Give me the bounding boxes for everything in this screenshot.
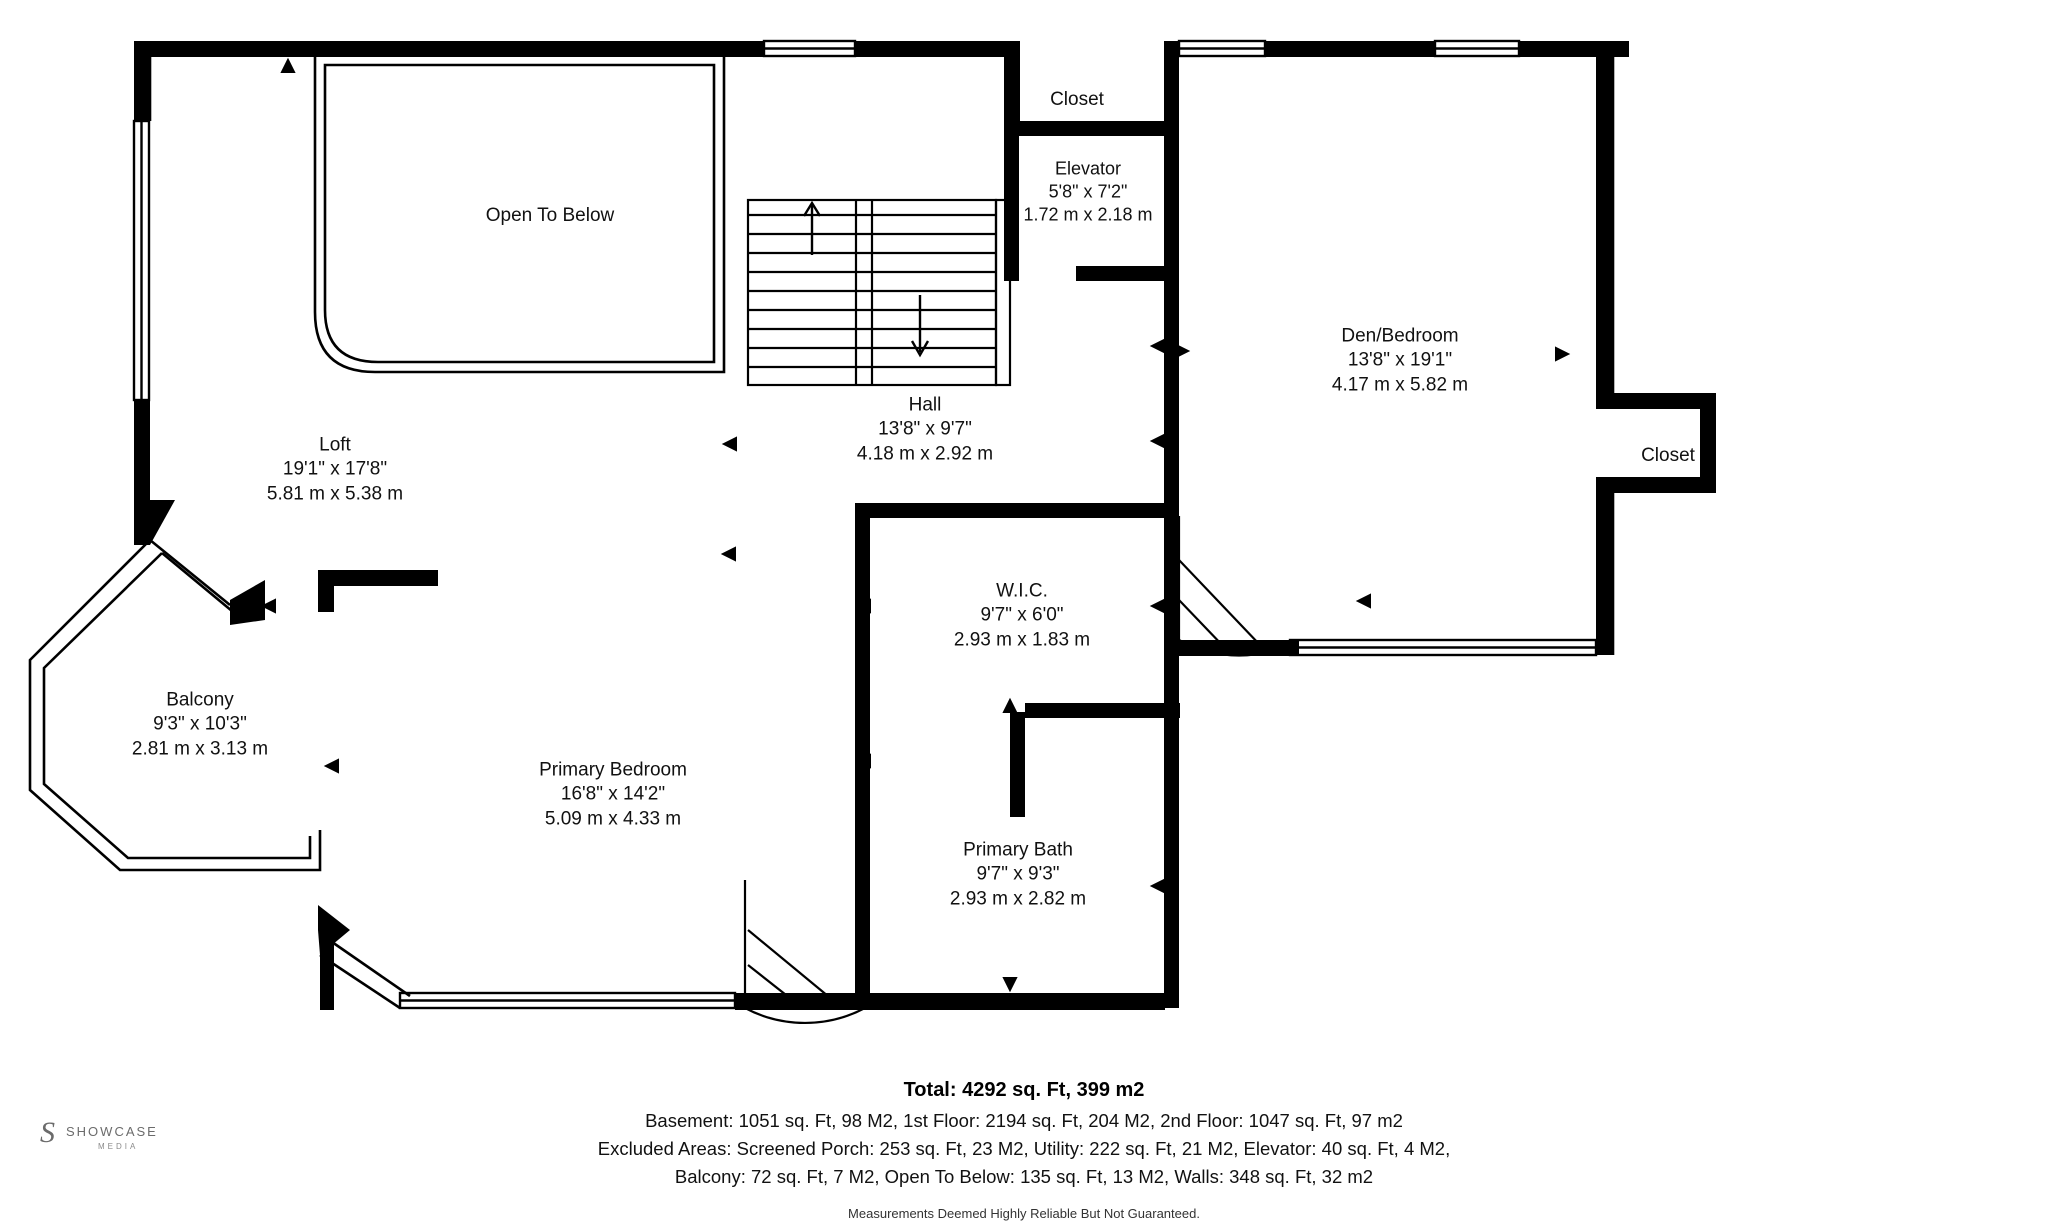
room-label-elevator bbox=[1023, 157, 1152, 226]
room-name: Balcony bbox=[166, 689, 234, 711]
room-dims-m: 5.09 m x 4.33 m bbox=[544, 808, 682, 830]
room-dims-m: 5.81 m x 5.38 m bbox=[266, 483, 404, 505]
room-dims-m: 4.17 m x 5.82 m bbox=[1331, 374, 1469, 396]
room-label-primary-bath bbox=[950, 839, 1086, 912]
measurement-disclaimer: Measurements Deemed Highly Reliable But Not Guaranteed. bbox=[848, 1206, 1200, 1222]
room-name: Closet bbox=[1050, 88, 1104, 110]
room-dims-ft: 13'8" x 19'1" bbox=[1347, 349, 1453, 371]
logo-subtext: MEDIA bbox=[98, 1142, 139, 1151]
showcase-media-logo bbox=[38, 1108, 188, 1168]
room-name: Loft bbox=[319, 434, 351, 456]
room-label-primary-bedroom bbox=[539, 759, 687, 832]
room-dims-ft: 9'7" x 9'3" bbox=[976, 863, 1060, 885]
room-dims-m: 2.93 m x 2.82 m bbox=[949, 888, 1087, 910]
room-dims-ft: 9'7" x 6'0" bbox=[980, 604, 1064, 626]
room-name: Closet bbox=[1641, 444, 1695, 466]
stairs bbox=[748, 200, 1010, 385]
room-dims-m: 1.72 m x 2.18 m bbox=[1023, 204, 1153, 225]
room-label-den-bedroom bbox=[1332, 325, 1468, 398]
room-label-hall bbox=[857, 394, 993, 467]
room-dims-ft: 13'8" x 9'7" bbox=[878, 418, 972, 440]
room-dims-ft: 5'8" x 7'2" bbox=[1048, 181, 1128, 202]
area-summary bbox=[0, 1075, 2048, 1224]
room-name: Den/Bedroom bbox=[1341, 325, 1459, 347]
room-label-open-to-below bbox=[486, 204, 615, 228]
excluded-areas-line-1: Excluded Areas: Screened Porch: 253 sq. Ft, 23 M2, Utility: 222 sq. Ft, 21 M2, Elevator: 40 sq. Ft, 4 M2, bbox=[597, 1137, 1451, 1159]
logo-wordmark: SHOWCASE bbox=[66, 1124, 158, 1139]
room-name: Primary Bedroom bbox=[539, 759, 687, 781]
room-dims-ft: 19'1" x 17'8" bbox=[282, 458, 388, 480]
floor-breakdown: Basement: 1051 sq. Ft, 98 M2, 1st Floor: 2194 sq. Ft, 204 M2, 2nd Floor: 1047 sq. Ft, 97 m2 bbox=[645, 1110, 1403, 1131]
room-label-balcony bbox=[132, 689, 268, 762]
room-dims-m: 2.93 m x 1.83 m bbox=[953, 629, 1091, 651]
room-name: Hall bbox=[908, 394, 942, 416]
excluded-areas-line-2: Balcony: 72 sq. Ft, 7 M2, Open To Below: 135 sq. Ft, 13 M2, Walls: 348 sq. Ft, 32 m2 bbox=[674, 1165, 1374, 1187]
room-dims-ft: 16'8" x 14'2" bbox=[560, 783, 666, 805]
total-area: Total: 4292 sq. Ft, 399 m2 bbox=[903, 1079, 1145, 1101]
room-name: Elevator bbox=[1054, 158, 1122, 179]
room-label-loft bbox=[267, 434, 403, 507]
room-label-wic bbox=[954, 580, 1090, 653]
logo-monogram-icon: S bbox=[40, 1116, 55, 1149]
room-label-closet-right bbox=[1641, 444, 1695, 468]
room-name: W.I.C. bbox=[996, 580, 1048, 602]
walls-solid bbox=[131, 41, 1716, 1010]
room-dims-m: 4.18 m x 2.92 m bbox=[856, 443, 994, 465]
room-dims-m: 2.81 m x 3.13 m bbox=[131, 738, 269, 760]
room-label-closet-top bbox=[1050, 88, 1104, 112]
room-name: Primary Bath bbox=[963, 839, 1073, 861]
room-dims-ft: 9'3" x 10'3" bbox=[153, 713, 247, 735]
room-name: Open To Below bbox=[485, 204, 615, 226]
